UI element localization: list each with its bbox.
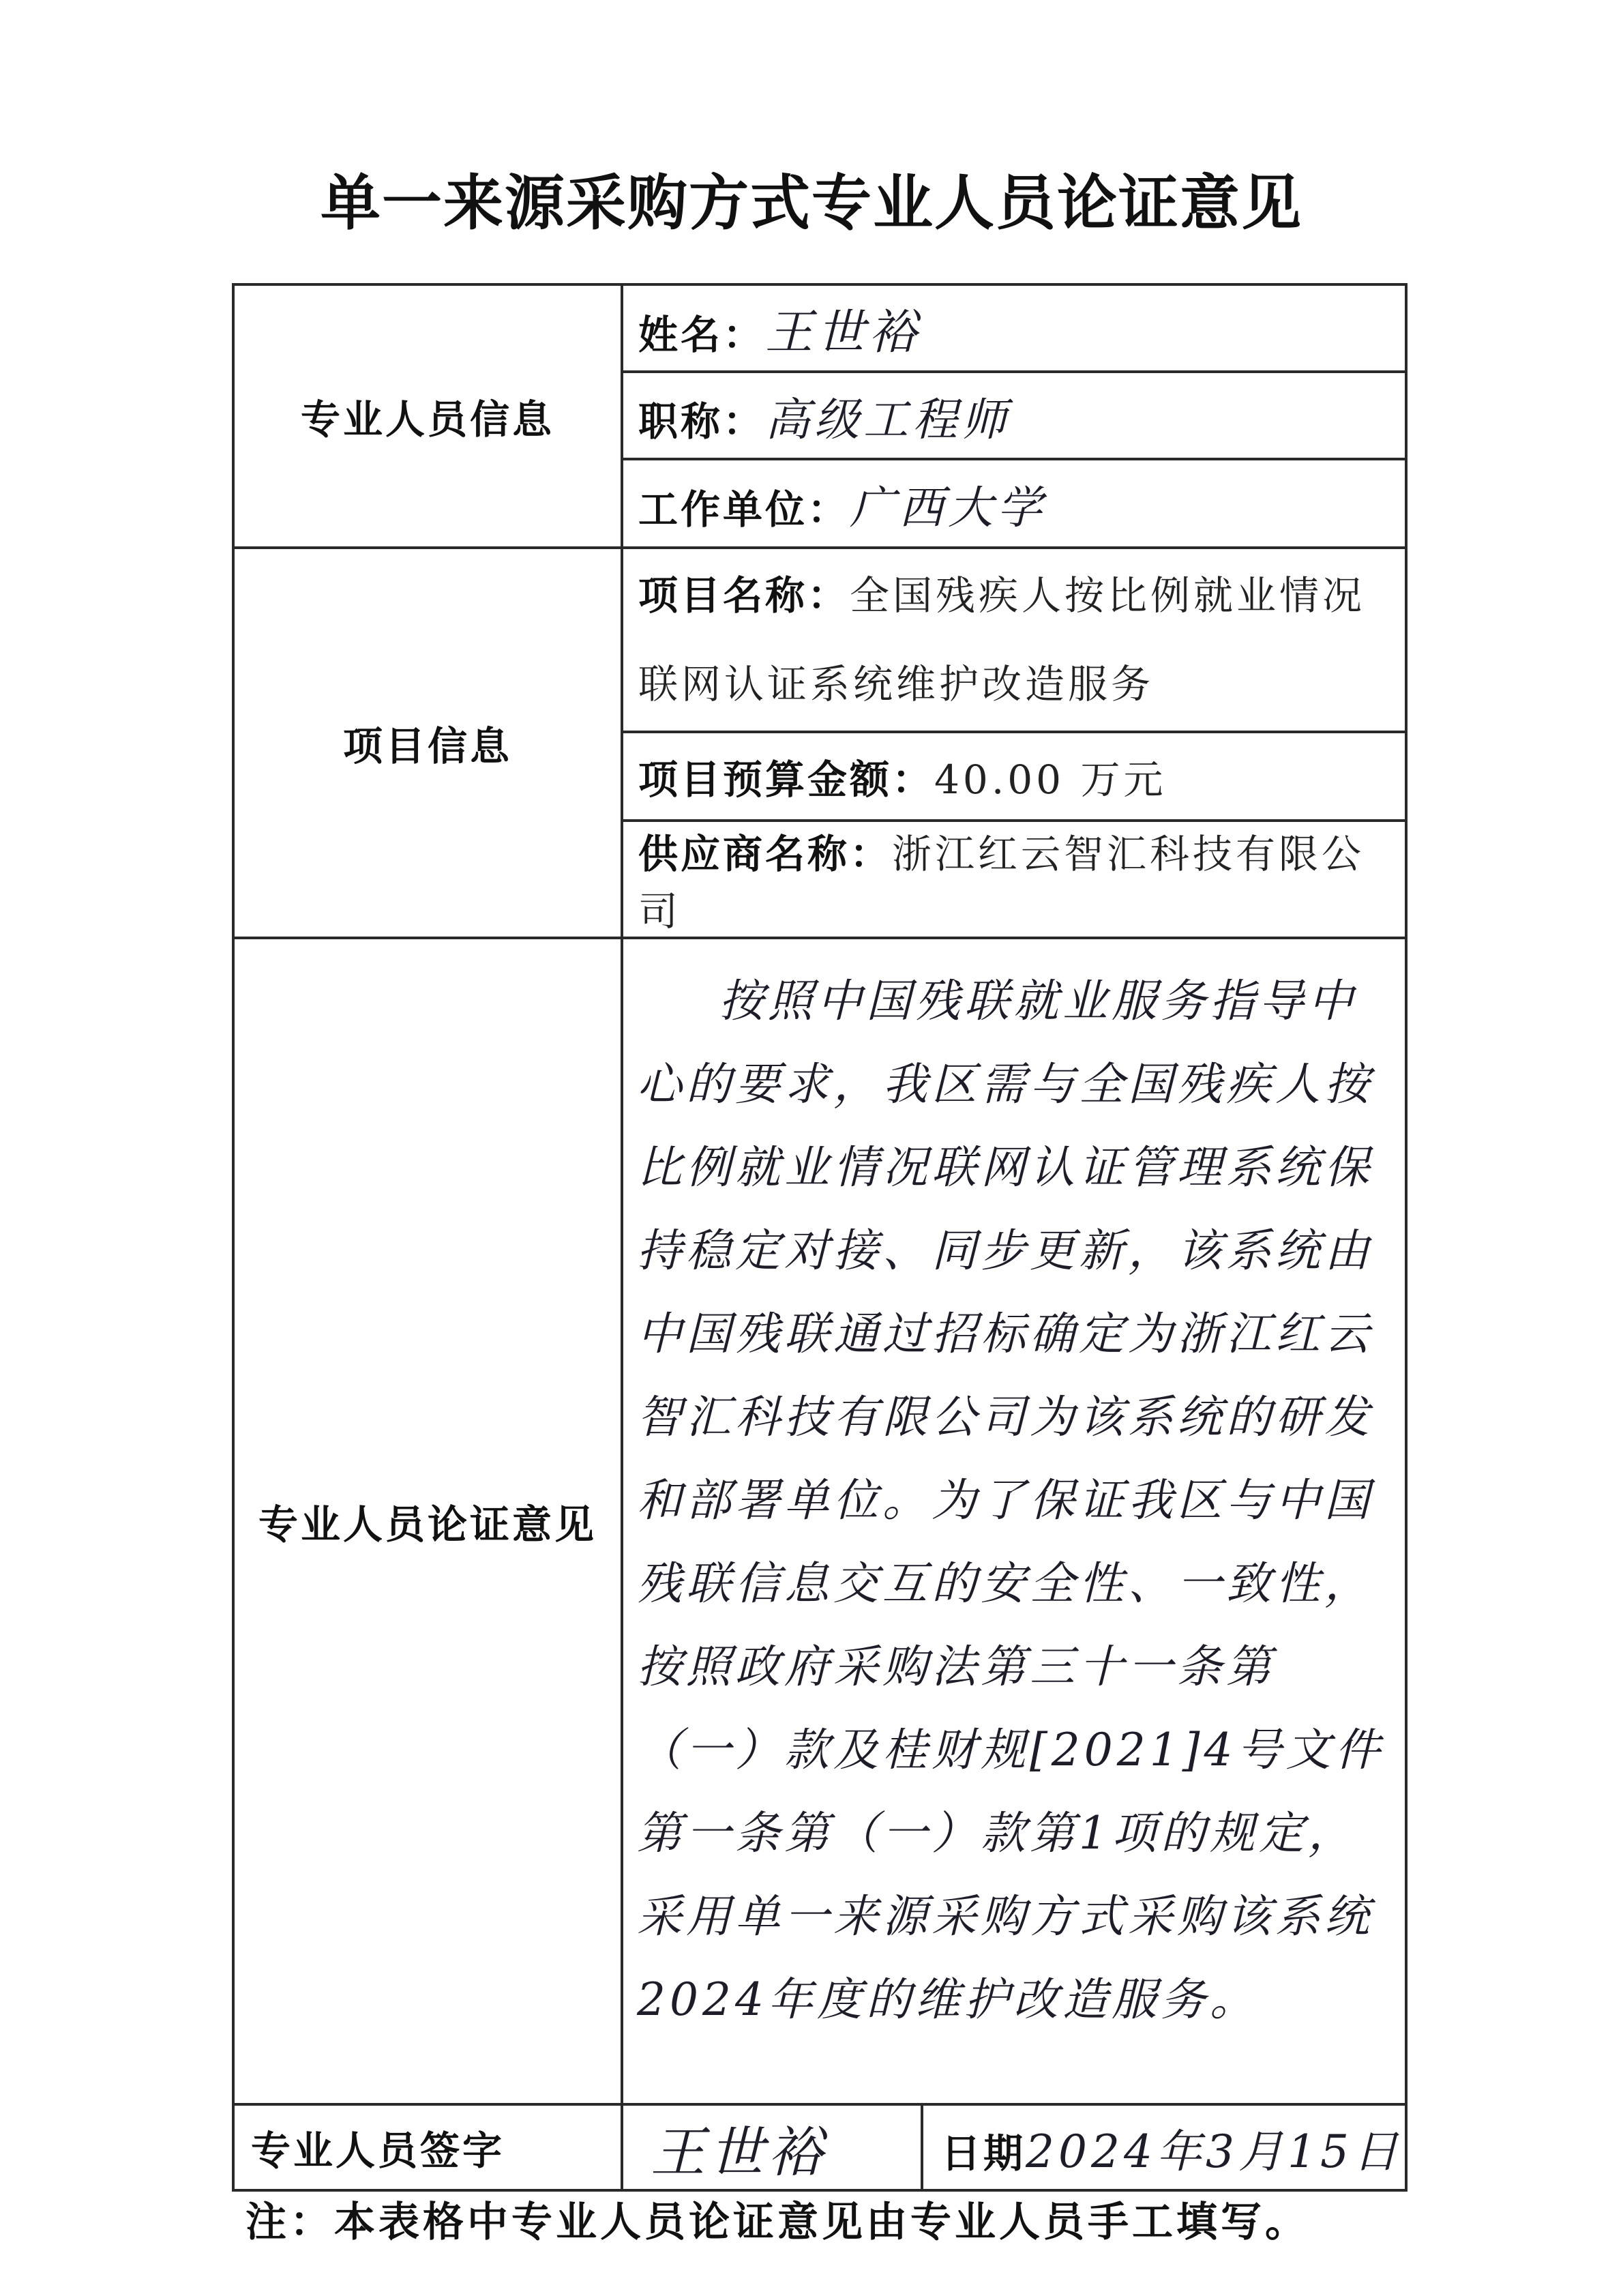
title-label: 职称： [638, 398, 766, 445]
document-title: 单一来源采购方式专业人员论证意见 [320, 167, 1302, 238]
form-table [232, 283, 1408, 2192]
signature-cell [622, 2104, 922, 2190]
opinion-text: 按照中国残联就业服务指导中心的要求，我区需与全国残疾人按比例就业情况联网认证管理系统保持稳定对接、同步更新，该系统由中国残联通过招标确定为浙江红云智汇科技有限公司为该系统的研发和部署单位。为了保证我区与中国残联信息交互的安全性、一致性，按照政府采购法第三十一条第（一）款及桂财规[2021]4号文件第一条第（一）款第1项的规定，采用单一来源采购方式采购该系统2024年度的维护改造服务。 [637, 975, 1384, 2026]
project-name-row [622, 548, 1406, 732]
budget-label: 项目预算金额： [638, 756, 935, 803]
personnel-section-label: 专业人员信息 [233, 284, 622, 548]
opinion-section-label: 专业人员论证意见 [233, 938, 622, 2104]
signature-value: 王世裕 [651, 2120, 827, 2184]
title-row [622, 372, 1406, 459]
budget-value: 40.00 万元 [934, 756, 1167, 803]
project-name-label: 项目名称： [638, 572, 850, 619]
title-value: 高级工程师 [765, 393, 1011, 446]
date-cell [922, 2104, 1406, 2190]
supplier-value: 浙江红云智汇科技有限公司 [638, 831, 1365, 934]
date-label: 日期 [941, 2130, 1026, 2177]
org-label: 工作单位： [638, 486, 850, 533]
supplier-label: 供应商名称： [638, 831, 893, 877]
supplier-row [622, 821, 1406, 938]
org-row [622, 459, 1406, 548]
date-value: 2024年3月15日 [1026, 2125, 1402, 2178]
opinion-cell [622, 938, 1406, 2104]
project-section-label: 项目信息 [233, 548, 622, 938]
footnote: 注：本表格中专业人员论证意见由专业人员手工填写。 [245, 2198, 1309, 2246]
name-row [622, 284, 1406, 372]
project-name-value: 全国残疾人按比例就业情况联网认证系统维护改造服务 [638, 572, 1366, 707]
signature-label: 专业人员签字 [233, 2104, 622, 2190]
name-label: 姓名： [638, 311, 766, 358]
name-value: 王世裕 [765, 304, 921, 360]
org-value: 广西大学 [850, 481, 1047, 534]
budget-row [622, 732, 1406, 821]
